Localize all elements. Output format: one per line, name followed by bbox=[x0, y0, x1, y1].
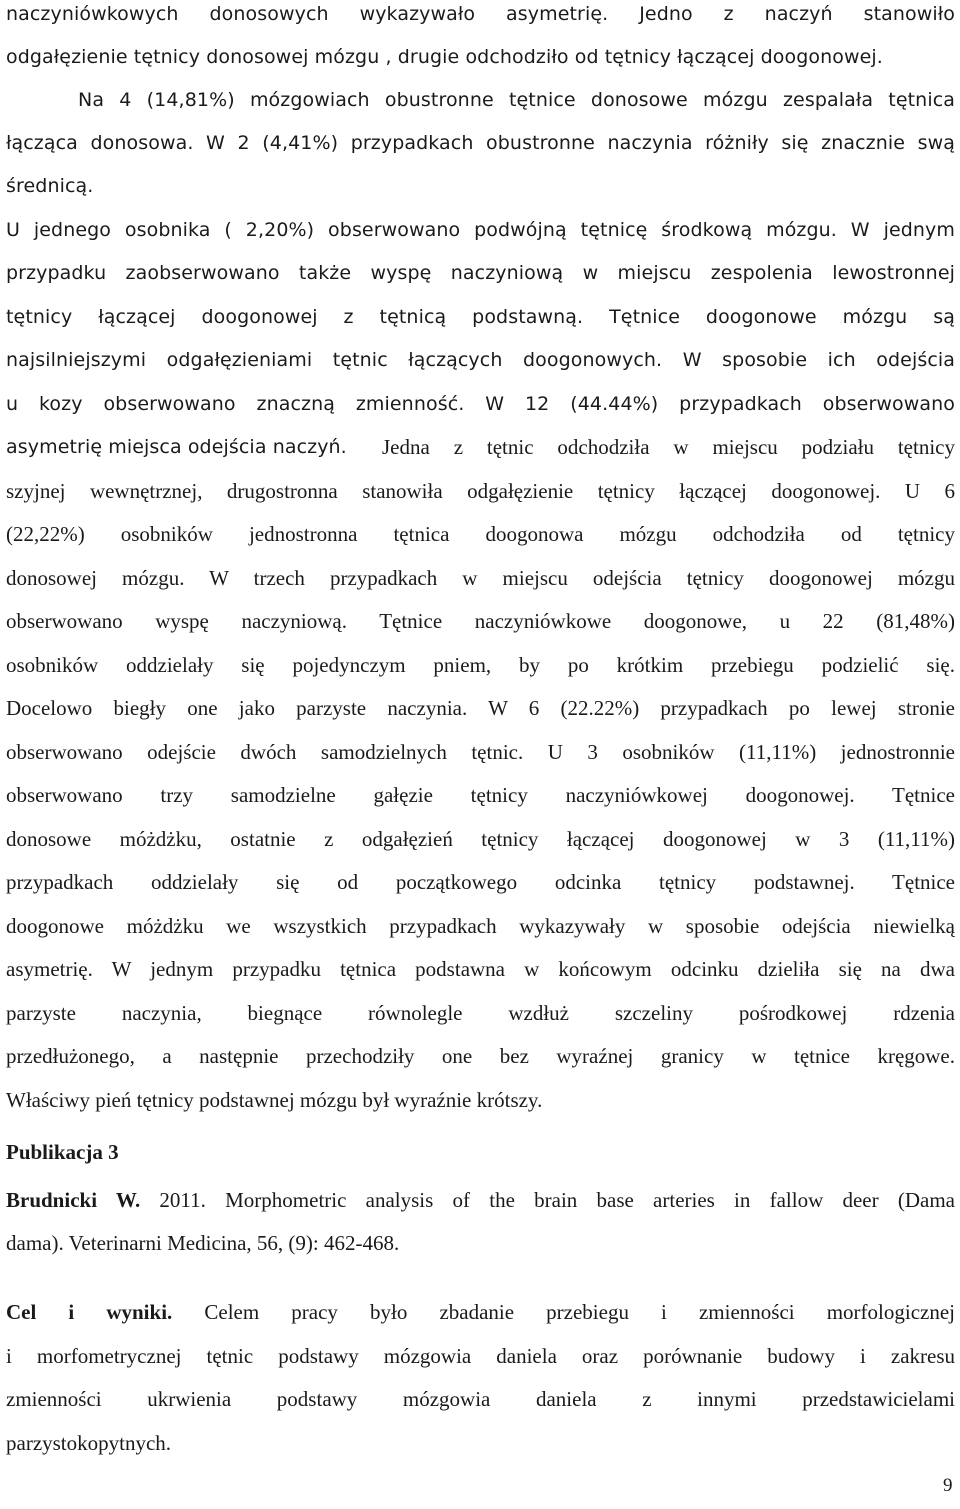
citation-line: dama). Veterinarni Medicina, 56, (9): 462-468. bbox=[6, 1231, 400, 1255]
text-line: średnicą. bbox=[6, 175, 94, 197]
text-line: u kozy obserwowano znaczną zmienność. W 12 (44.44%) przypadkach obserwowano bbox=[6, 393, 955, 415]
text-line: obserwowano trzy samodzielne gałęzie tętnicy naczyniówkowej doogonowej. Tętnice bbox=[6, 783, 955, 807]
text-line: Jedna z tętnic odchodziła w miejscu podziału tętnicy bbox=[382, 435, 955, 459]
text-line: donosowej mózgu. W trzech przypadkach w miejscu odejścia tętnicy doogonowej mózgu bbox=[6, 566, 955, 590]
text-line: szyjnej wewnętrznej, drugostronna stanowiła odgałęzienie tętnicy łączącej doogonowej. U 6 bbox=[6, 479, 955, 503]
text-line: najsilniejszymi odgałęzieniami tętnic łączących doogonowych. W sposobie ich odejścia bbox=[6, 349, 955, 371]
text-line: obserwowano odejście dwóch samodzielnych tętnic. U 3 osobników (11,11%) jednostronnie bbox=[6, 740, 955, 764]
aims-line bbox=[6, 1298, 955, 1326]
page-number: 9 bbox=[943, 1475, 953, 1496]
text-line: Właściwy pień tętnicy podstawnej mózgu był wyraźnie krótszy. bbox=[6, 1088, 543, 1112]
text-line: odgałęzienie tętnicy donosowej mózgu , drugie odchodziło od tętnicy łączącej doogonowej. bbox=[6, 46, 883, 68]
text-line: U jednego osobnika ( 2,20%) obserwowano podwójną tętnicę środkową mózgu. W jednym bbox=[6, 219, 955, 241]
text-line: łącząca donosowa. W 2 (4,41%) przypadkach obustronne naczynia różniły się znacznie swą bbox=[6, 132, 955, 154]
text-line: przedłużonego, a następnie przechodziły one bez wyraźnej granicy w tętnice kręgowe. bbox=[6, 1044, 955, 1068]
text-line: Docelowo biegły one jako parzyste naczynia. W 6 (22.22%) przypadkach po lewej stronie bbox=[6, 696, 955, 720]
section-heading: Publikacja 3 bbox=[6, 1140, 119, 1164]
text-line: (22,22%) osobników jednostronna tętnica doogonowa mózgu odchodziła od tętnicy bbox=[6, 522, 955, 546]
aims-label: Cel i wyniki. bbox=[6, 1300, 173, 1324]
text-line: naczyniówkowych donosowych wykazywało asymetrię. Jedno z naczyń stanowiło bbox=[6, 3, 955, 25]
text-line: zmienności ukrwienia podstawy mózgowia daniela z innymi przedstawicielami bbox=[6, 1387, 955, 1411]
text-line: przypadku zaobserwowano także wyspę naczyniową w miejscu zespolenia lewostronnej bbox=[6, 262, 955, 284]
text-line: obserwowano wyspę naczyniową. Tętnice naczyniówkowe doogonowe, u 22 (81,48%) bbox=[6, 609, 955, 633]
text-line: Na 4 (14,81%) mózgowiach obustronne tętnice donosowe mózgu zespalała tętnica bbox=[78, 89, 955, 111]
text-line: i morfometrycznej tętnic podstawy mózgowia daniela oraz porównanie budowy i zakresu bbox=[6, 1344, 955, 1368]
text-line: asymetrię. W jednym przypadku tętnica podstawna w końcowym odcinku dzieliła się na dwa bbox=[6, 957, 955, 981]
text-line: donosowe móżdżku, ostatnie z odgałęzień tętnicy łączącej doogonowej w 3 (11,11%) bbox=[6, 827, 955, 851]
text-line: osobników oddzielały się pojedynczym pniem, by po krótkim przebiegu podzielić się. bbox=[6, 653, 955, 677]
text-line: przypadkach oddzielały się od początkowego odcinka tętnicy podstawnej. Tętnice bbox=[6, 870, 955, 894]
aims-text: Celem pracy było zbadanie przebiegu i zmienności morfologicznej bbox=[172, 1300, 955, 1324]
text-line: asymetrię miejsca odejścia naczyń. bbox=[6, 436, 347, 458]
text-line: tętnicy łączącej doogonowej z tętnicą podstawną. Tętnice doogonowe mózgu są bbox=[6, 306, 955, 328]
citation-author: Brudnicki W. bbox=[6, 1188, 141, 1212]
text-line: parzystokopytnych. bbox=[6, 1431, 172, 1455]
text-line: parzyste naczynia, biegnące równolegle wzdłuż szczeliny pośrodkowej rdzenia bbox=[6, 1001, 955, 1025]
citation-line bbox=[6, 1186, 955, 1214]
text-line: doogonowe móżdżku we wszystkich przypadkach wykazywały w sposobie odejścia niewielką bbox=[6, 914, 955, 938]
citation-text: 2011. Morphometric analysis of the brain base arteries in fallow deer (Dama bbox=[140, 1188, 955, 1212]
